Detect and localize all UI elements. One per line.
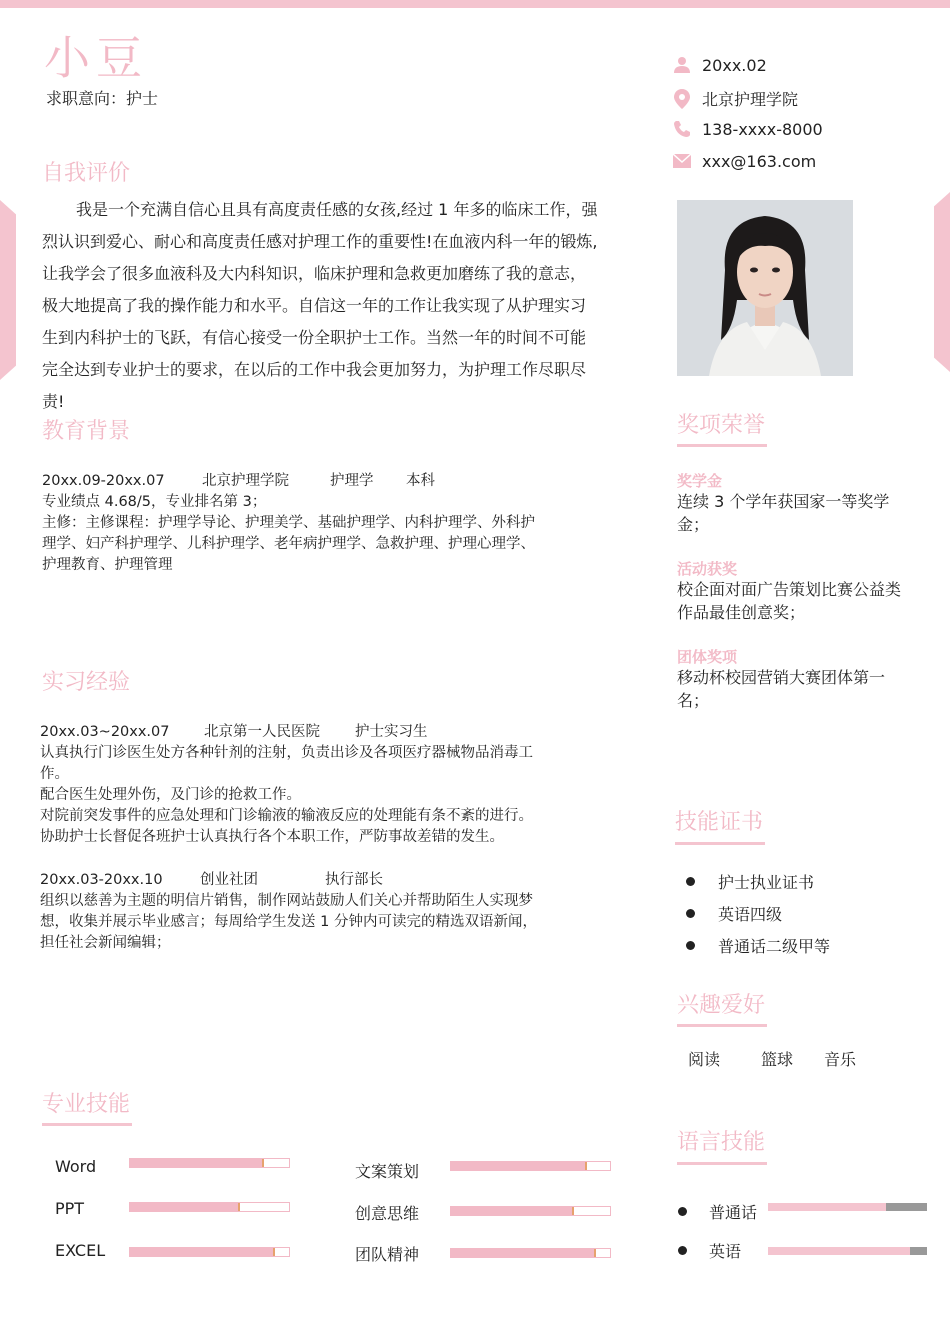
awards-underline [677,444,767,447]
skill-bar-fill [130,1203,240,1211]
internship-entry-2: 20xx.03-20xx.10 创业社团 执行部长 组织以慈善为主题的明信片销售，制作网站鼓励人们关心并帮助陌生人实现梦 想，收集并展示毕业感言；每周给学生发送 1 分钟内可读完的精选双语新闻， 担任社会新闻编辑； [40,872,537,951]
language-bar [768,1203,927,1211]
hobby-item: 音乐 [824,1050,857,1069]
profile-photo [677,200,853,376]
skill-bar-fill [451,1207,574,1215]
skill-bar [450,1248,611,1258]
bullet-dot [686,877,695,886]
skill-bar-fill [130,1248,275,1256]
education-header-row: 20xx.09-20xx.07 北京护理学院 护理学 本科 [42,473,435,489]
skill-label: 文案策划 [355,1162,420,1181]
award-text: 移动杯校园营销大赛团体第一名； [677,668,886,710]
hobby-item: 阅读 [688,1050,721,1069]
hobby-list [688,1047,856,1070]
language-bar-fill [768,1203,886,1211]
bullet-dot [678,1207,687,1216]
award-text: 连续 3 个学年获国家一等奖学金； [677,492,890,534]
pro-skills-underline [42,1123,132,1126]
self-eval-text: 我是一个充满自信心且具有高度责任感的女孩,经过 1 年多的临床工作，强 烈认识到爱心、耐心和高度责任感对护理工作的重要性!在血液内科一年的锻炼, 让我学会了很多血液科及大内科知识，临床护理和急救更加磨练了我的意志， 极大地提高了我的操作能力和水平。自信这一年的工作让我实现了从护理实习 生到内科护士的飞跃，有信心接受一份全职护士工作。当然一年的时间不可能 完全达到专业护士的要求，在以后的工作中我会更加努力，为护理工作尽职尽 责! [42,200,598,411]
skill-bar [450,1206,611,1216]
language-bar-fill [768,1247,910,1255]
skill-bar-fill [451,1162,587,1170]
skill-label: EXCEL [55,1241,106,1260]
languages-title: 语言技能 [677,1130,766,1155]
hobby-item: 篮球 [761,1050,794,1069]
mail-icon [672,151,692,171]
skill-bar-fill [451,1249,596,1257]
contact-school: 北京护理学院 [672,87,798,110]
bullet-dot [686,941,695,950]
top-accent-bar [0,0,950,8]
award-text: 校企面对面广告策划比赛公益类作品最佳创意奖； [677,580,902,622]
skill-bar [129,1202,290,1212]
award-heading: 团体奖项 [677,648,738,666]
skill-bar [129,1247,290,1257]
right-decoration [934,192,950,372]
certificate-item: 英语四级 [686,902,782,925]
contact-phone: 138-xxxx-8000 [672,119,823,139]
skill-label: Word [55,1157,97,1176]
education-title: 教育背景 [42,419,131,444]
self-eval-title: 自我评价 [42,161,131,186]
contact-email: xxx@163.com [672,151,816,171]
bullet-dot [686,909,695,918]
pro-skills-title: 专业技能 [42,1092,131,1117]
phone-icon [672,119,692,139]
skill-bar [129,1158,290,1168]
certificate-item: 护士执业证书 [686,870,814,893]
hobbies-underline [677,1024,767,1027]
certificate-item: 普通话二级甲等 [686,934,830,957]
skill-bar-fill [130,1159,264,1167]
award-heading: 奖学金 [677,472,723,490]
internship-entry-1: 20xx.03~20xx.07 北京第一人民医院 护士实习生 认真执行门诊医生处方各种针剂的注射，负责出诊及各项医疗器械物品消毒工 作。 配合医生处理外伤，及门诊的抢救工作。 对院前突发事件的应急处理和门诊输液的输液反应的处理能有条不紊的进行。 协助护士长督促各班护士认真执行各个本职工作，严防事故差错的发生。 [40,724,533,845]
skill-label: 创意思维 [355,1204,420,1223]
person-icon [672,55,692,75]
language-item: 普通话 [678,1200,757,1223]
skill-label: PPT [55,1199,85,1218]
language-bar [768,1247,927,1255]
job-intent: 求职意向：护士 [46,89,159,108]
language-item: 英语 [678,1239,741,1262]
languages-underline [677,1162,767,1165]
location-pin-icon [672,89,692,109]
skill-bar [450,1161,611,1171]
internship-title: 实习经验 [42,670,131,695]
bullet-dot [678,1246,687,1255]
awards-title: 奖项荣誉 [677,413,766,438]
skill-label: 团队精神 [355,1245,420,1264]
hobbies-title: 兴趣爱好 [677,993,766,1018]
left-decoration [0,200,16,380]
candidate-name: 小豆 [44,31,148,85]
certificates-title: 技能证书 [675,810,764,835]
certificates-underline [675,842,765,845]
award-heading: 活动获奖 [677,560,738,578]
education-block: 20xx.09-20xx.07 北京护理学院 护理学 本科 专业绩点 4.68/5，专业排名第 3； 主修：主修课程：护理学导论、护理美学、基础护理学、内科护理学、外科护 理学、妇产科护理学、儿科护理学、老年病护理学、急救护理、护理心理学、 护理教育、护理管理 [42,471,602,576]
contact-birth: 20xx.02 [672,55,767,75]
